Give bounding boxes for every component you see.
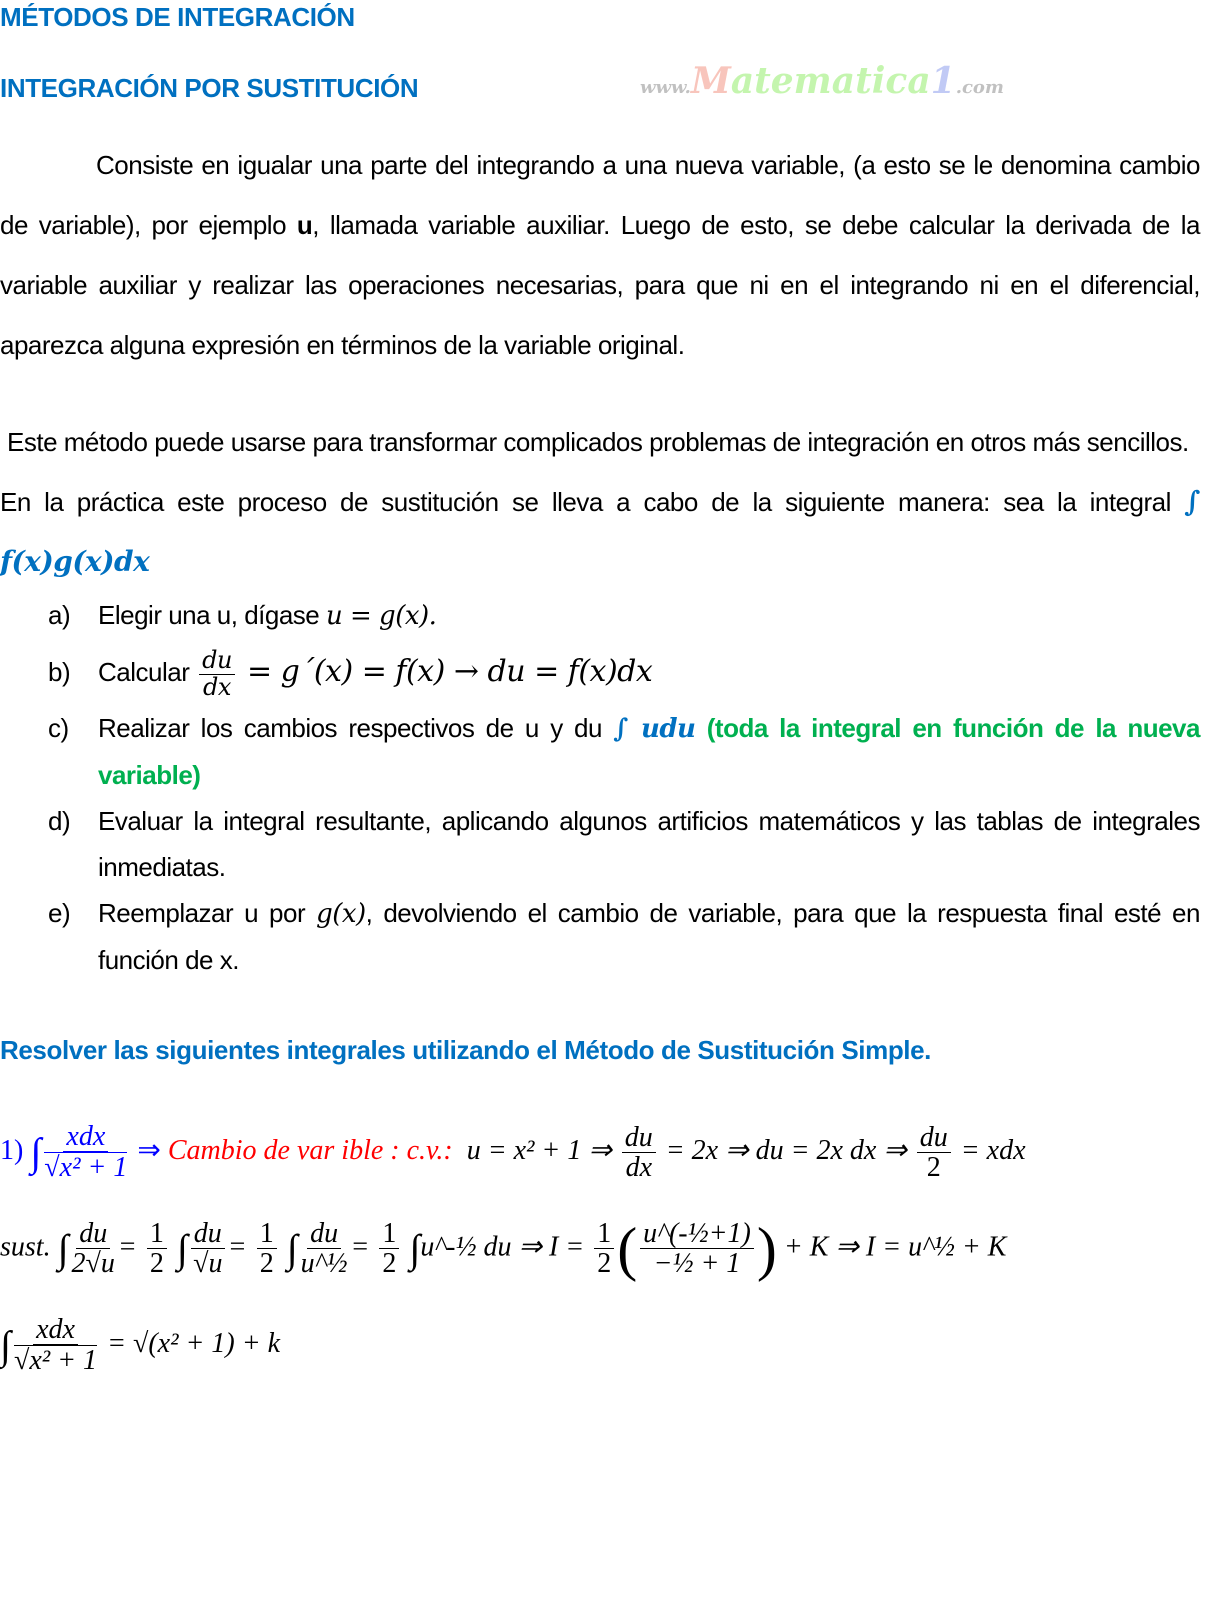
step-label: b) (48, 657, 71, 687)
frac-den: 2 (926, 1151, 941, 1183)
bold-u: u (296, 210, 313, 240)
text: Consiste en igualar una parte del integrando a una nueva variable, (a esto se le denomina cambio de variable), por ejemplo (0, 150, 1200, 240)
frac-num: du (199, 648, 235, 674)
frac-num: u^(-½+1) (640, 1219, 754, 1249)
frac-num: du (191, 1219, 225, 1249)
frac-den: 2√u (71, 1248, 115, 1280)
math: = √(x² + 1) + k (107, 1327, 281, 1359)
math: g(x) (316, 899, 366, 929)
frac-num: du (307, 1219, 341, 1249)
frac-num: xdx (63, 1122, 108, 1152)
practice-paragraph (0, 472, 1200, 592)
example-number: 1) (0, 1134, 24, 1166)
frac-den: 2 (149, 1248, 164, 1280)
intro-paragraph (0, 135, 1200, 375)
step-e (48, 890, 1200, 983)
frac-den: √u (193, 1248, 223, 1280)
text: , devolviendo el cambio de variable, para que la respuesta final esté en función de x. (98, 898, 1200, 975)
step-label: c) (48, 713, 69, 743)
math: = xdx (960, 1134, 1026, 1166)
math: + K ⇒ I = u^½ + K (783, 1231, 1007, 1263)
frac-den: −½ + 1 (653, 1248, 741, 1280)
math: u = g(x). (326, 601, 437, 631)
step-label: d) (48, 806, 71, 836)
step-label: e) (48, 898, 71, 928)
math: = g´(x) = f(x) → du = f(x)dx (237, 654, 653, 689)
text: Elegir una u, dígase (98, 600, 326, 630)
frac-num: 1 (147, 1219, 167, 1249)
page-title: MÉTODOS DE INTEGRACIÓN (0, 2, 355, 32)
math: u^-½ du ⇒ I = (420, 1231, 585, 1263)
implies: ⇒ (137, 1134, 161, 1166)
frac-den: 2 (597, 1248, 612, 1280)
text: En la práctica este proceso de sustitución se lleva a cabo de la siguiente manera: sea la integral (0, 487, 1185, 517)
step-b (48, 639, 1200, 705)
section-title: INTEGRACIÓN POR SUSTITUCIÓN (0, 73, 419, 103)
text: Evaluar la integral resultante, aplicando algunos artificios matemáticos y las tablas de integrales inmediatas. (98, 806, 1200, 882)
watermark-logo: www.Matematica1.com (640, 60, 1004, 102)
sust-label: sust. (0, 1231, 51, 1263)
frac-num: du (917, 1123, 951, 1153)
frac-num: 1 (594, 1219, 614, 1249)
frac-num: 1 (257, 1219, 277, 1249)
example-1-result: ∫ $\frac{\text{xdx}}{\text{√x² + 1}}$ = √(x² + 1) + k (0, 1313, 281, 1377)
right-paren: ) (756, 1215, 777, 1282)
frac-den: dx (203, 672, 231, 701)
frac-num: 1 (379, 1219, 399, 1249)
change-of-variable-label: Cambio de var ible : c.v.: (167, 1134, 453, 1166)
frac-den: u^½ (300, 1248, 348, 1280)
step-a (48, 592, 1200, 639)
step-d (48, 798, 1200, 890)
method-paragraph: Este método puede usarse para transformar complicados problemas de integración en otros más sencillos. (7, 427, 1189, 457)
frac-num: xdx (33, 1315, 78, 1345)
frac-num: du (622, 1123, 656, 1153)
text: Calcular (98, 657, 197, 687)
note: (toda la integral en función de la nueva variable) (98, 713, 1200, 790)
exercise-heading: Resolver las siguientes integrales utilizando el Método de Sustitución Simple. (0, 1035, 932, 1065)
text: Realizar los cambios respectivos de u y du (98, 713, 614, 743)
example-1-line-2: sust. ∫ $\frac{du}{2√u}$ = $\frac{1}{2}$ ∫ $\frac{du}{√u}$ = $\frac{1}{2}$ ∫ $\frac{du}{\text{u\textasciicircum{}½}}$ = $\frac{1}{2}$ ∫u^-½ du ⇒ I = $\frac{1}{2}$ ( $\frac{\text{u\textasciicircum{}(-½+1)}}{\text{−½ + 1}}$ ) + K ⇒ I = u^½ + K (0, 1215, 1007, 1282)
math: = 2x ⇒ du = 2x dx ⇒ (665, 1134, 907, 1166)
integral-formula: ∫ f(x)g(x)dx (0, 485, 1200, 578)
frac-den: 2 (382, 1248, 397, 1280)
frac-num: du (76, 1219, 110, 1249)
frac-den: dx (625, 1151, 652, 1183)
example-1-line-1: 1) ∫ $\frac{\text{xdx}}{\text{√x² + 1}}$ ⇒ Cambio de var ible : c.v.: u = x² + 1 ⇒ $\frac{du}{dx}$ = 2x ⇒ du = 2x dx ⇒ $\frac{du}{2}$ = xdx (0, 1121, 1026, 1184)
step-label: a) (48, 600, 71, 630)
step-c (48, 705, 1200, 798)
math: ∫ udu (613, 714, 696, 744)
text: Reemplazar u por (98, 898, 317, 928)
frac-den: x² + 1 (29, 1345, 98, 1377)
left-paren: ( (617, 1215, 638, 1282)
frac-den: x² + 1 (59, 1152, 128, 1184)
frac-den: 2 (259, 1248, 274, 1280)
text: , llamada variable auxiliar. Luego de esto, se debe calcular la derivada de la variable auxiliar y realizar las operaciones necesarias, para que ni en el integrando ni en el diferencial, aparezca alguna expresión en términos de la variable original. (0, 210, 1200, 360)
math: u = x² + 1 ⇒ (466, 1134, 612, 1166)
